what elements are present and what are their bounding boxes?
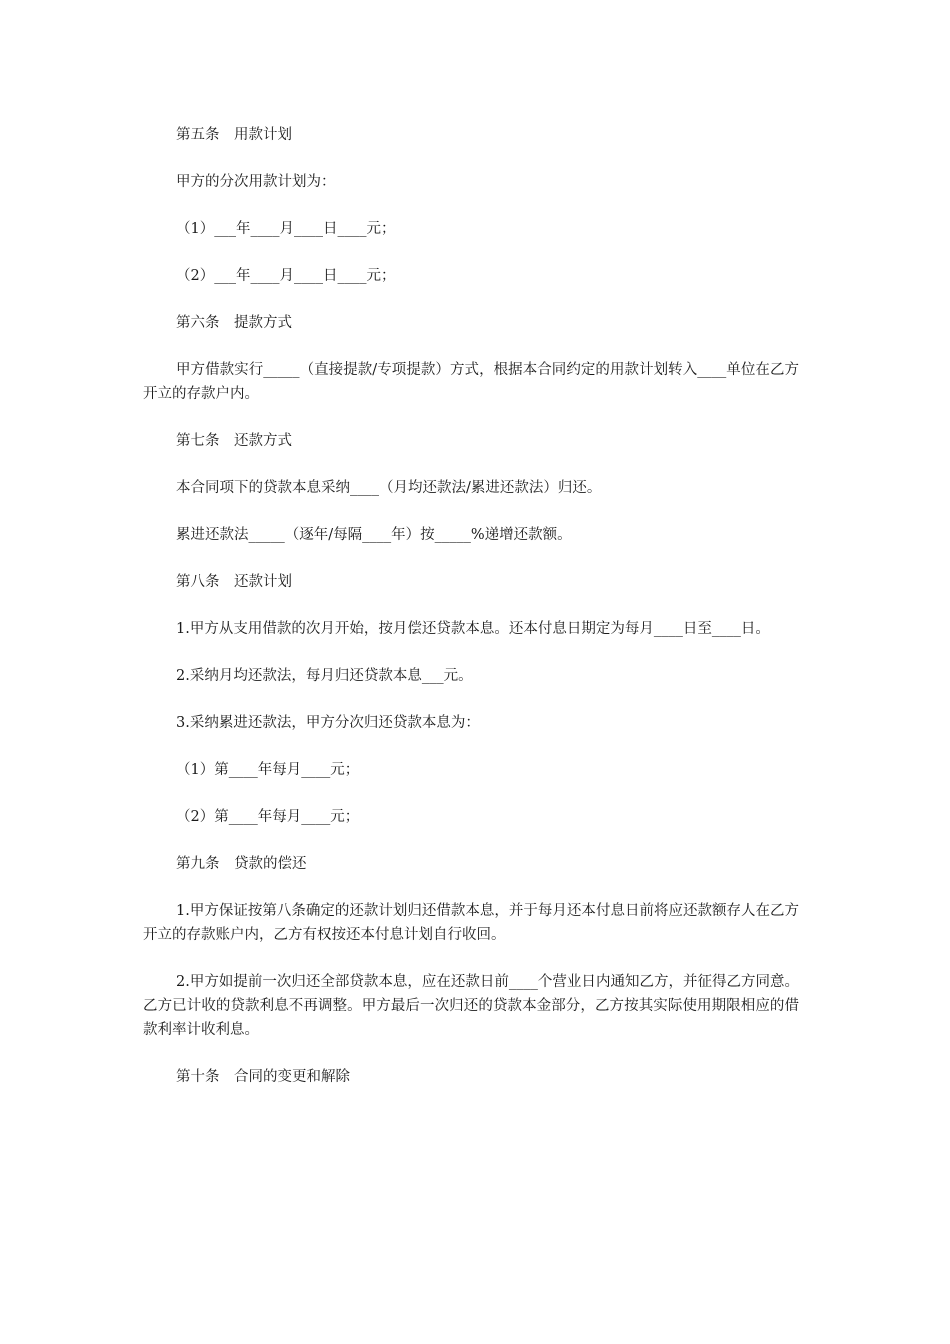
article-10-heading: 第十条 合同的变更和解除: [176, 1069, 350, 1085]
article-6-heading: 第六条 提款方式: [176, 315, 292, 331]
paragraph-usage-plan-item-1: （1）___年____月____日____元；: [176, 221, 396, 237]
paragraph-usage-plan-item-2: （2）___年____月____日____元；: [176, 268, 396, 284]
article-7-heading: 第七条 还款方式: [176, 433, 292, 449]
article-5-heading: 第五条 用款计划: [176, 127, 292, 143]
paragraph-loan-repayment-1: 1.甲方保证按第八条确定的还款计划归还借款本息，并于每月还本付息日前将应还款额存人在乙方开立的存款账户内，乙方有权按还本付息计划自行收回。: [143, 903, 799, 943]
paragraph-repayment-plan-1: 1.甲方从支用借款的次月开始，按月偿还贷款本息。还本付息日期定为每月____日至____日。: [176, 621, 770, 637]
article-8-heading: 第八条 还款计划: [176, 574, 292, 590]
paragraph-loan-repayment-2: 2.甲方如提前一次归还全部贷款本息，应在还款日前____个营业日内通知乙方，并征得乙方同意。乙方已计收的贷款利息不再调整。甲方最后一次归还的贷款本金部分，乙方按其实际使用期限相应的借款利率计收利息。: [143, 974, 799, 1038]
article-9-heading: 第九条 贷款的偿还: [176, 856, 307, 872]
paragraph-withdrawal-method: 甲方借款实行_____（直接提款/专项提款）方式，根据本合同约定的用款计划转入____单位在乙方开立的存款户内。: [143, 362, 799, 402]
paragraph-repayment-method: 本合同项下的贷款本息采纳____（月均还款法/累进还款法）归还。: [176, 480, 602, 496]
paragraph-repayment-plan-item-1: （1）第____年每月____元；: [176, 762, 360, 778]
paragraph-repayment-plan-item-2: （2）第____年每月____元；: [176, 809, 360, 825]
paragraph-repayment-plan-3: 3.采纳累进还款法，甲方分次归还贷款本息为：: [176, 715, 480, 731]
paragraph-usage-plan-intro: 甲方的分次用款计划为：: [176, 174, 336, 190]
paragraph-repayment-plan-2: 2.采纳月均还款法，每月归还贷款本息___元。: [176, 668, 473, 684]
paragraph-progressive-repayment: 累进还款法_____（逐年/每隔____年）按_____%递增还款额。: [176, 527, 572, 543]
document-body: [143, 123, 799, 1112]
